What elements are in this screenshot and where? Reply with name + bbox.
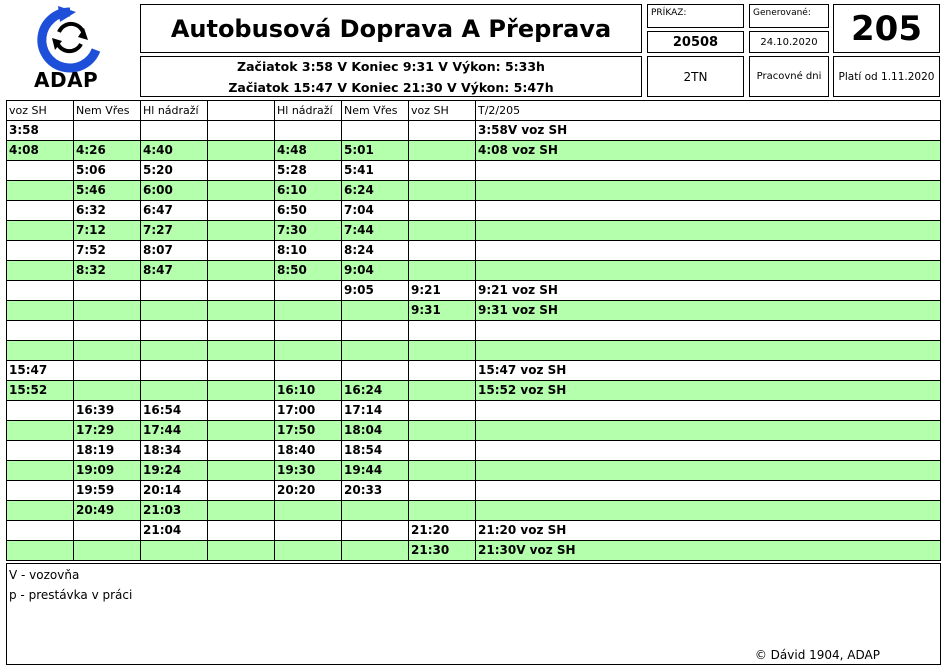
table-cell — [74, 341, 141, 361]
table-cell — [275, 301, 342, 321]
table-cell: 7:52 — [74, 241, 141, 261]
table-cell — [141, 381, 208, 401]
table-cell — [409, 161, 476, 181]
table-row — [7, 501, 940, 521]
table-cell — [208, 161, 275, 181]
table-row — [7, 381, 940, 401]
table-row — [7, 481, 940, 501]
table-cell — [208, 481, 275, 501]
table-cell — [476, 261, 940, 281]
table-cell — [208, 201, 275, 221]
table-row — [7, 361, 940, 381]
table-row — [7, 421, 940, 441]
table-cell: 4:26 — [74, 141, 141, 161]
table-cell — [342, 501, 409, 521]
table-cell — [7, 461, 74, 481]
table-cell — [74, 541, 141, 561]
table-cell: 20:33 — [342, 481, 409, 501]
column-header: Nem Vřes — [342, 101, 409, 121]
table-cell — [409, 361, 476, 381]
table-row — [7, 461, 940, 481]
valid-from: Platí od 1.11.2020 — [833, 56, 940, 97]
table-cell — [208, 241, 275, 261]
table-cell: 17:44 — [141, 421, 208, 441]
table-cell — [275, 341, 342, 361]
table-cell — [208, 321, 275, 341]
table-cell: 5:28 — [275, 161, 342, 181]
table-cell — [208, 441, 275, 461]
table-cell — [7, 521, 74, 541]
table-cell: 8:24 — [342, 241, 409, 261]
table-cell — [141, 341, 208, 361]
table-row — [7, 341, 940, 361]
table-cell — [7, 241, 74, 261]
table-cell — [7, 161, 74, 181]
table-row — [7, 401, 940, 421]
table-cell — [208, 401, 275, 421]
table-cell — [208, 361, 275, 381]
table-cell: 9:21 voz SH — [476, 281, 940, 301]
table-cell: 18:54 — [342, 441, 409, 461]
table-row — [7, 181, 940, 201]
table-cell — [409, 121, 476, 141]
table-cell — [409, 241, 476, 261]
column-header: Nem Vřes — [74, 101, 141, 121]
table-cell — [409, 461, 476, 481]
table-row — [7, 301, 940, 321]
table-cell: 18:04 — [342, 421, 409, 441]
table-cell: 15:52 — [7, 381, 74, 401]
table-cell: 21:20 — [409, 521, 476, 541]
table-cell — [476, 461, 940, 481]
table-cell: 9:21 — [409, 281, 476, 301]
table-row — [7, 121, 940, 141]
table-cell — [7, 341, 74, 361]
table-cell — [208, 221, 275, 241]
table-cell — [141, 301, 208, 321]
table-cell: 16:54 — [141, 401, 208, 421]
table-cell — [7, 201, 74, 221]
table-cell: 16:24 — [342, 381, 409, 401]
table-cell: 3:58V voz SH — [476, 121, 940, 141]
table-cell: 9:31 voz SH — [476, 301, 940, 321]
table-cell: 18:34 — [141, 441, 208, 461]
table-cell — [476, 441, 940, 461]
table-cell: 6:24 — [342, 181, 409, 201]
table-cell: 15:47 voz SH — [476, 361, 940, 381]
notes-box — [6, 563, 941, 665]
table-cell: 5:01 — [342, 141, 409, 161]
table-cell — [409, 261, 476, 281]
table-cell — [141, 541, 208, 561]
column-header: voz SH — [409, 101, 476, 121]
table-cell — [208, 181, 275, 201]
table-cell: 7:27 — [141, 221, 208, 241]
order-value: 20508 — [647, 31, 744, 53]
table-cell — [409, 401, 476, 421]
table-cell — [208, 521, 275, 541]
table-cell: 9:04 — [342, 261, 409, 281]
table-cell: 5:41 — [342, 161, 409, 181]
order-label: PRÍKAZ: — [651, 8, 687, 18]
table-row — [7, 221, 940, 241]
table-cell — [342, 541, 409, 561]
table-cell — [74, 281, 141, 301]
table-cell — [275, 121, 342, 141]
table-cell — [476, 241, 940, 261]
table-cell: 17:00 — [275, 401, 342, 421]
table-cell: 15:52 voz SH — [476, 381, 940, 401]
table-cell: 6:10 — [275, 181, 342, 201]
table-row — [7, 521, 940, 541]
table-row — [7, 541, 940, 561]
table-cell: 8:47 — [141, 261, 208, 281]
table-cell — [7, 401, 74, 421]
table-cell — [141, 281, 208, 301]
generated-value: 24.10.2020 — [749, 31, 829, 53]
table-cell — [7, 321, 74, 341]
table-cell — [476, 321, 940, 341]
table-cell: 7:12 — [74, 221, 141, 241]
table-cell: 21:20 voz SH — [476, 521, 940, 541]
table-cell: 7:30 — [275, 221, 342, 241]
table-cell — [7, 441, 74, 461]
table-cell — [409, 481, 476, 501]
table-row — [7, 261, 940, 281]
column-header: T/2/205 — [476, 101, 940, 121]
table-cell: 8:07 — [141, 241, 208, 261]
table-cell — [208, 501, 275, 521]
column-header: voz SH — [7, 101, 74, 121]
legend-depot: V - vozovňa — [9, 568, 80, 582]
table-cell — [7, 181, 74, 201]
copyright: © Dávid 1904, ADAP — [754, 648, 880, 662]
table-cell: 16:10 — [275, 381, 342, 401]
table-cell: 19:59 — [74, 481, 141, 501]
table-cell — [476, 201, 940, 221]
table-cell: 19:30 — [275, 461, 342, 481]
generated-label: Generované: — [753, 8, 811, 18]
table-cell: 5:20 — [141, 161, 208, 181]
table-cell: 19:09 — [74, 461, 141, 481]
table-cell — [342, 341, 409, 361]
table-cell — [208, 461, 275, 481]
table-cell: 6:32 — [74, 201, 141, 221]
table-cell — [409, 381, 476, 401]
table-cell — [409, 421, 476, 441]
table-cell — [141, 121, 208, 141]
table-cell: 21:30V voz SH — [476, 541, 940, 561]
table-cell: 20:49 — [74, 501, 141, 521]
table-cell — [476, 481, 940, 501]
table-cell: 8:32 — [74, 261, 141, 281]
table-cell — [275, 281, 342, 301]
table-cell: 6:50 — [275, 201, 342, 221]
shift-summary — [140, 56, 642, 97]
table-cell: 5:46 — [74, 181, 141, 201]
table-cell: 20:20 — [275, 481, 342, 501]
table-cell: 18:19 — [74, 441, 141, 461]
generated-label-box — [749, 4, 829, 28]
day-type: Pracovné dni — [749, 56, 829, 97]
table-cell — [7, 481, 74, 501]
table-cell: 8:50 — [275, 261, 342, 281]
table-cell: 7:44 — [342, 221, 409, 241]
table-cell — [74, 301, 141, 321]
table-cell: 5:06 — [74, 161, 141, 181]
table-cell — [74, 521, 141, 541]
table-cell — [476, 221, 940, 241]
table-cell — [7, 541, 74, 561]
table-cell: 4:08 — [7, 141, 74, 161]
timetable-grid — [6, 100, 941, 561]
table-row — [7, 241, 940, 261]
table-cell: 16:39 — [74, 401, 141, 421]
table-cell — [208, 121, 275, 141]
table-cell — [7, 221, 74, 241]
table-cell: 4:08 voz SH — [476, 141, 940, 161]
table-cell — [74, 381, 141, 401]
table-cell — [476, 421, 940, 441]
table-cell — [7, 421, 74, 441]
table-cell — [141, 361, 208, 381]
table-cell: 4:40 — [141, 141, 208, 161]
legend-break: p - prestávka v práci — [9, 588, 133, 602]
table-cell — [275, 501, 342, 521]
table-cell — [275, 321, 342, 341]
table-cell — [409, 181, 476, 201]
table-cell — [208, 301, 275, 321]
table-cell — [476, 401, 940, 421]
table-cell — [275, 521, 342, 541]
table-row — [7, 441, 940, 461]
table-cell — [275, 541, 342, 561]
table-cell — [409, 221, 476, 241]
table-cell — [342, 521, 409, 541]
table-cell: 4:48 — [275, 141, 342, 161]
table-row — [7, 321, 940, 341]
table-cell — [7, 261, 74, 281]
table-cell: 21:30 — [409, 541, 476, 561]
table-cell — [342, 301, 409, 321]
logo-text: ADAP — [34, 68, 99, 92]
column-header: Hl nádraží — [141, 101, 208, 121]
table-cell — [409, 321, 476, 341]
table-cell — [141, 321, 208, 341]
table-cell — [208, 341, 275, 361]
table-cell: 9:05 — [342, 281, 409, 301]
table-cell: 21:04 — [141, 521, 208, 541]
table-cell — [74, 121, 141, 141]
table-row — [7, 141, 940, 161]
table-cell — [208, 141, 275, 161]
shift-1-summary: Začiatok 3:58 V Koniec 9:31 V Výkon: 5:33h — [237, 58, 545, 74]
table-cell — [208, 541, 275, 561]
table-cell: 17:29 — [74, 421, 141, 441]
table-cell — [208, 421, 275, 441]
table-cell: 6:47 — [141, 201, 208, 221]
table-cell — [7, 301, 74, 321]
table-cell — [476, 161, 940, 181]
circular-arrows-logo-icon — [24, 6, 114, 76]
table-cell — [74, 361, 141, 381]
table-row — [7, 281, 940, 301]
table-cell — [409, 341, 476, 361]
shift-2-summary: Začiatok 15:47 V Koniec 21:30 V Výkon: 5:47h — [228, 79, 554, 95]
table-cell: 17:14 — [342, 401, 409, 421]
table-cell — [476, 341, 940, 361]
table-cell — [7, 501, 74, 521]
table-cell: 9:31 — [409, 301, 476, 321]
table-header-row — [7, 101, 940, 121]
vehicle-type: 2TN — [647, 56, 744, 97]
table-cell: 8:10 — [275, 241, 342, 261]
table-row — [7, 201, 940, 221]
table-cell — [74, 321, 141, 341]
table-cell — [275, 361, 342, 381]
table-cell: 3:58 — [7, 121, 74, 141]
table-cell — [476, 181, 940, 201]
table-cell: 15:47 — [7, 361, 74, 381]
table-cell: 7:04 — [342, 201, 409, 221]
table-cell: 19:44 — [342, 461, 409, 481]
table-cell: 20:14 — [141, 481, 208, 501]
table-cell — [342, 361, 409, 381]
table-cell — [7, 281, 74, 301]
page-title: Autobusová Doprava A Přeprava — [140, 4, 642, 53]
table-cell: 6:00 — [141, 181, 208, 201]
table-row — [7, 161, 940, 181]
column-header: Hl nádraží — [275, 101, 342, 121]
table-cell — [409, 201, 476, 221]
table-cell: 21:03 — [141, 501, 208, 521]
table-cell — [409, 501, 476, 521]
table-cell — [409, 441, 476, 461]
table-cell — [409, 141, 476, 161]
column-header — [208, 101, 275, 121]
table-cell — [208, 381, 275, 401]
table-cell — [342, 121, 409, 141]
table-cell — [476, 501, 940, 521]
route-number: 205 — [833, 4, 940, 53]
table-cell: 18:40 — [275, 441, 342, 461]
table-cell: 19:24 — [141, 461, 208, 481]
table-cell — [208, 261, 275, 281]
table-cell: 17:50 — [275, 421, 342, 441]
order-label-box — [647, 4, 744, 28]
table-cell — [342, 321, 409, 341]
table-cell — [208, 281, 275, 301]
